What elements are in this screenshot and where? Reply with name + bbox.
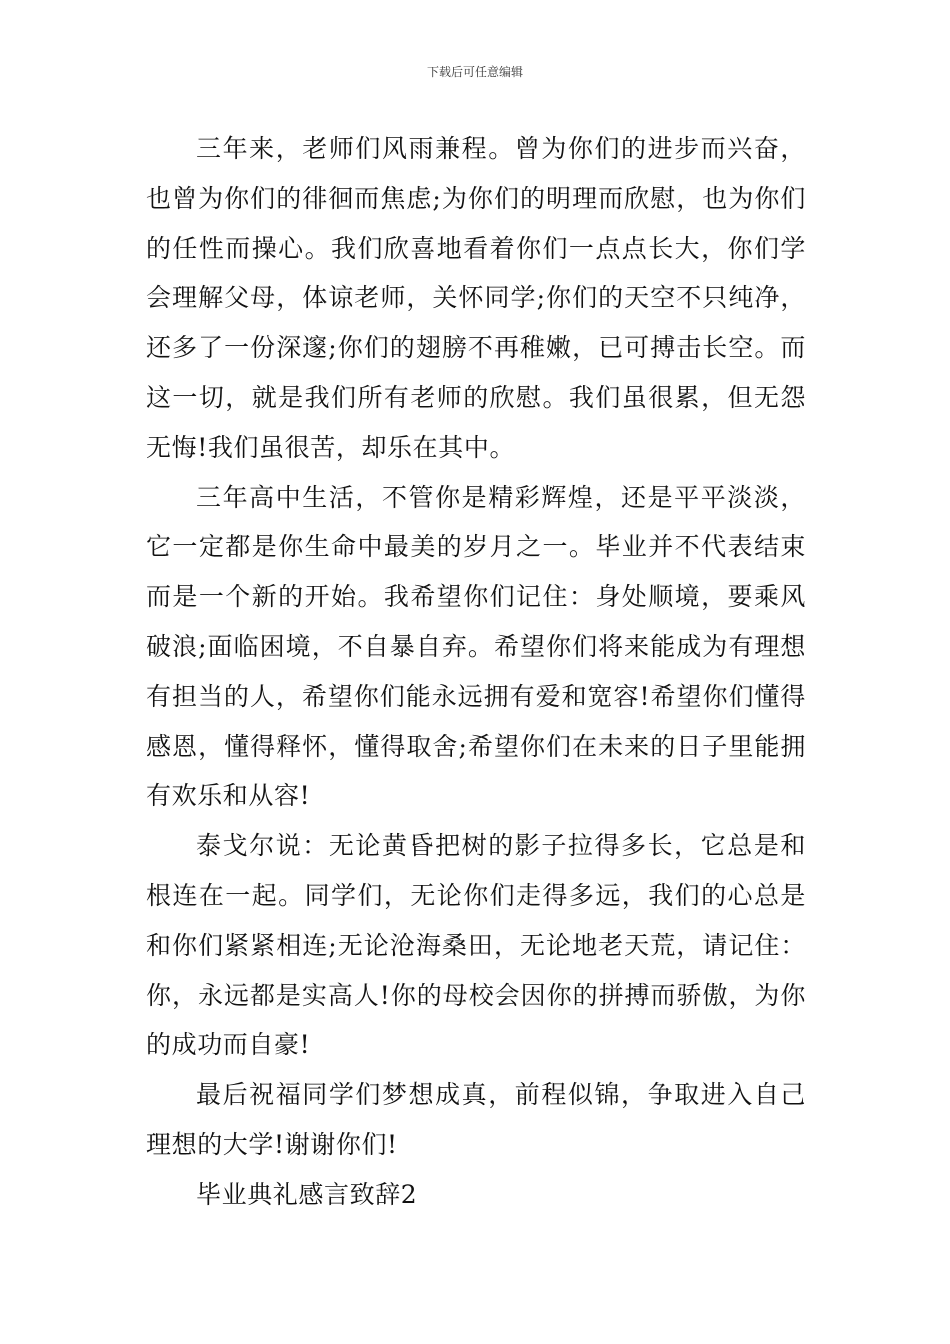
paragraph-2: 三年高中生活，不管你是精彩辉煌，还是平平淡淡，它一定都是你生命中最美的岁月之一。毕业并不代表结束而是一个新的开始。我希望你们记住：身处顺境，要乘风破浪;面临困境，不自暴自弃。希望你们将来能成为有理想有担当的人，希望你们能永远拥有爱和宽容!希望你们懂得感恩，懂得释怀，懂得取舍;希望你们在未来的日子里能拥有欢乐和从容! <box>146 482 806 811</box>
paragraph-3: 泰戈尔说：无论黄昏把树的影子拉得多长，它总是和根连在一起。同学们，无论你们走得多远，我们的心总是和你们紧紧相连;无论沧海桑田，无论地老天荒，请记住：你，永远都是实高人!你的母校会因你的拼搏而骄傲，为你的成功而自豪! <box>146 831 806 1060</box>
page-header-note: 下载后可任意编辑 <box>426 65 523 79</box>
paragraph-1: 三年来，老师们风雨兼程。曾为你们的进步而兴奋，也曾为你们的徘徊而焦虑;为你们的明理而欣慰，也为你们的任性而操心。我们欣喜地看着你们一点点长大，你们学会理解父母，体谅老师，关怀同学;你们的天空不只纯净，还多了一份深邃;你们的翅膀不再稚嫩，已可搏击长空。而这一切，就是我们所有老师的欣慰。我们虽很累，但无怨无悔!我们虽很苦，却乐在其中。 <box>146 134 806 462</box>
document-body <box>146 124 806 1220</box>
section-heading: 毕业典礼感言致辞2 <box>196 1179 418 1209</box>
paragraph-4: 最后祝福同学们梦想成真，前程似锦，争取进入自己理想的大学!谢谢你们! <box>146 1080 806 1159</box>
